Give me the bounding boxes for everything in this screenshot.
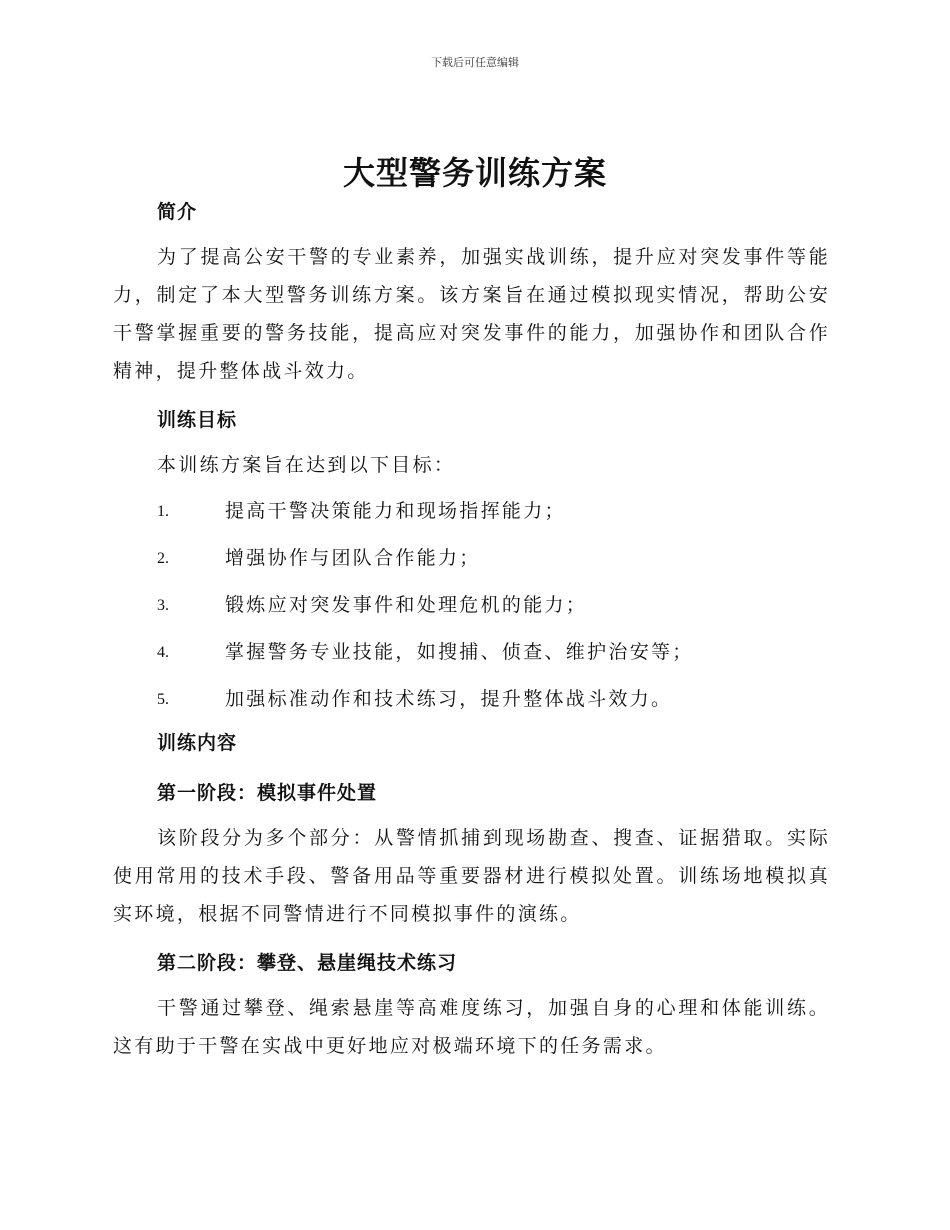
list-item [113,629,830,676]
list-item-number: 1. [157,503,169,520]
list-item-number: 3. [157,597,169,614]
goals-intro: 本训练方案旨在达到以下目标： [157,454,456,476]
section-heading-goals: 训练目标 [157,409,238,431]
list-item-number: 4. [157,644,169,661]
document-title: 大型警务训练方案 [342,154,607,192]
list-item-number: 5. [157,691,169,708]
list-item [113,676,830,723]
list-item-number: 2. [157,550,169,567]
header-note: 下载后可任意编辑 [431,56,519,69]
list-item [113,488,830,535]
list-item-text: 提高干警决策能力和现场指挥能力； [225,500,566,522]
stage2-paragraph: 干警通过攀登、绳索悬崖等高难度练习，加强自身的心理和体能训练。这有助于干警在实战中更好地应对极端环境下的任务需求。 [113,997,830,1057]
section-heading-intro: 简介 [157,201,198,223]
intro-paragraph: 为了提高公安干警的专业素养，加强实战训练，提升应对突发事件等能力，制定了本大型警务训练方案。该方案旨在通过模拟现实情况，帮助公安干警掌握重要的警务技能，提高应对突发事件的能力，加强协作和团队合作精神，提升整体战斗效力。 [113,246,830,382]
list-item [113,535,830,582]
stage2-heading: 第二阶段：攀登、悬崖绳技术练习 [157,952,458,974]
goal-list [113,488,830,723]
list-item-text: 锻炼应对突发事件和处理危机的能力； [225,594,588,616]
list-item [113,582,830,629]
document-body [113,192,830,1065]
section-heading-content: 训练内容 [157,732,238,754]
list-item-text: 加强标准动作和技术练习，提升整体战斗效力。 [225,688,673,710]
list-item-text: 增强协作与团队合作能力； [225,547,481,569]
stage1-paragraph: 该阶段分为多个部分：从警情抓捕到现场勘查、搜查、证据猎取。实际使用常用的技术手段、警备用品等重要器材进行模拟处置。训练场地模拟真实环境，根据不同警情进行不同模拟事件的演练。 [113,827,830,925]
stage1-heading: 第一阶段：模拟事件处置 [157,782,378,804]
list-item-text: 掌握警务专业技能，如搜捕、侦查、维护治安等； [225,641,694,663]
